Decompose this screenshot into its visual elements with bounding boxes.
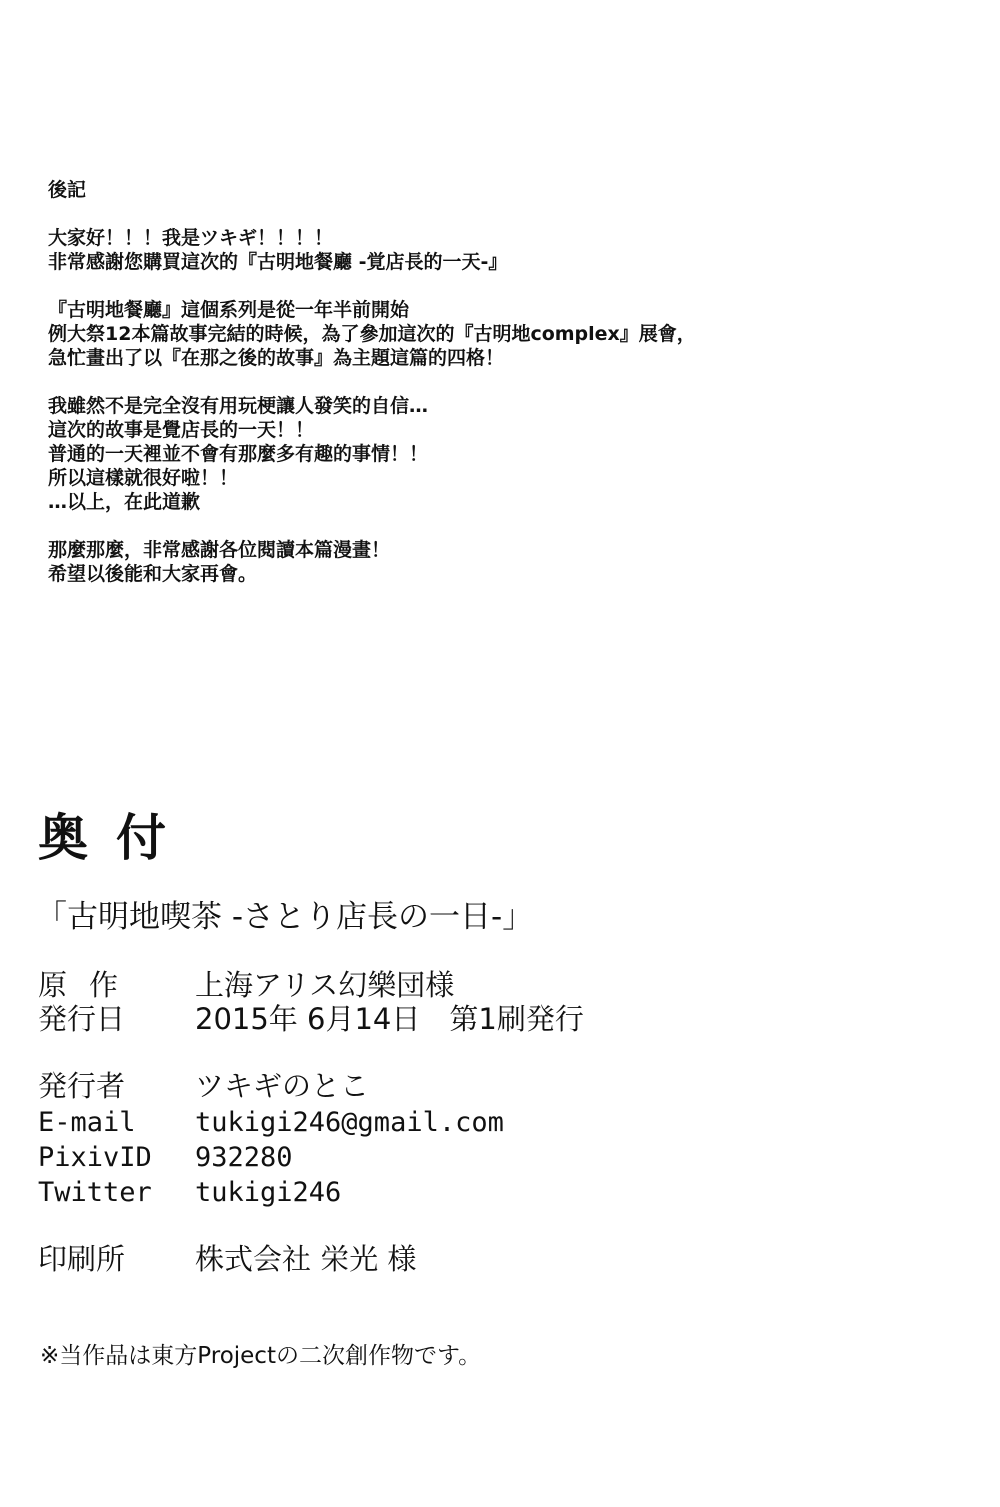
pixiv-label: PixivID [38,1142,152,1173]
publisher-value: ツキギのとこ [195,1069,370,1103]
afterword-line: 『古明地餐廳』這個系列是從一年半前開始 [48,299,410,321]
email-label: E-mail [38,1107,136,1138]
afterword-line: 急忙畫出了以『在那之後的故事』為主題這篇的四格！ [48,347,505,369]
printer-value: 株式会社 栄光 様 [195,1242,417,1276]
afterword-line: 例大祭12本篇故事完結的時候，為了參加這次的『古明地complex』展會， [48,323,696,345]
paragraph-gap [48,274,948,298]
book-title: 「古明地喫茶 -さとり店長の一日-」 [36,899,534,935]
afterword-heading: 後記 [48,179,87,201]
original-work-label: 原作 [38,968,141,1002]
publisher-label: 発行者 [38,1069,126,1103]
paragraph-gap [48,514,948,538]
afterword-line: 希望以後能和大家再會。 [48,563,258,585]
afterword-line: 那麼那麼，非常感謝各位閱讀本篇漫畫！ [48,539,391,561]
email-value: tukigi246@gmail.com [195,1107,504,1138]
afterword-line: 我雖然不是完全沒有用玩梗讓人發笑的自信… [48,395,429,417]
issue-date-label: 発行日 [38,1002,126,1036]
pixiv-value: 932280 [195,1142,293,1173]
afterword-line: …以上，在此道歉 [48,491,201,513]
twitter-label: Twitter [38,1177,152,1208]
afterword-line: 這次的故事是覺店長的一天！！ [48,419,315,441]
afterword-line: 大家好！！！我是ツキギ！！！！ [48,227,334,249]
afterword-line: 普通的一天裡並不會有那麼多有趣的事情！！ [48,443,429,465]
printer-label: 印刷所 [38,1242,126,1276]
derivative-work-note: ※当作品は東方Projectの二次創作物です。 [40,1343,482,1369]
twitter-value: tukigi246 [195,1177,342,1208]
issue-date-value: 2015年 6月14日 第1刷発行 [195,1002,584,1036]
paragraph-gap [48,370,948,394]
colophon-title: 奥付 [38,809,194,867]
afterword-line: 所以這樣就很好啦！！ [48,467,239,489]
afterword-section [48,178,948,586]
afterword-line: 非常感謝您購買這次的『古明地餐廳 -覚店長的一天-』 [48,251,508,273]
paragraph-gap [48,202,948,226]
original-work-value: 上海アリス幻樂団様 [195,968,455,1002]
